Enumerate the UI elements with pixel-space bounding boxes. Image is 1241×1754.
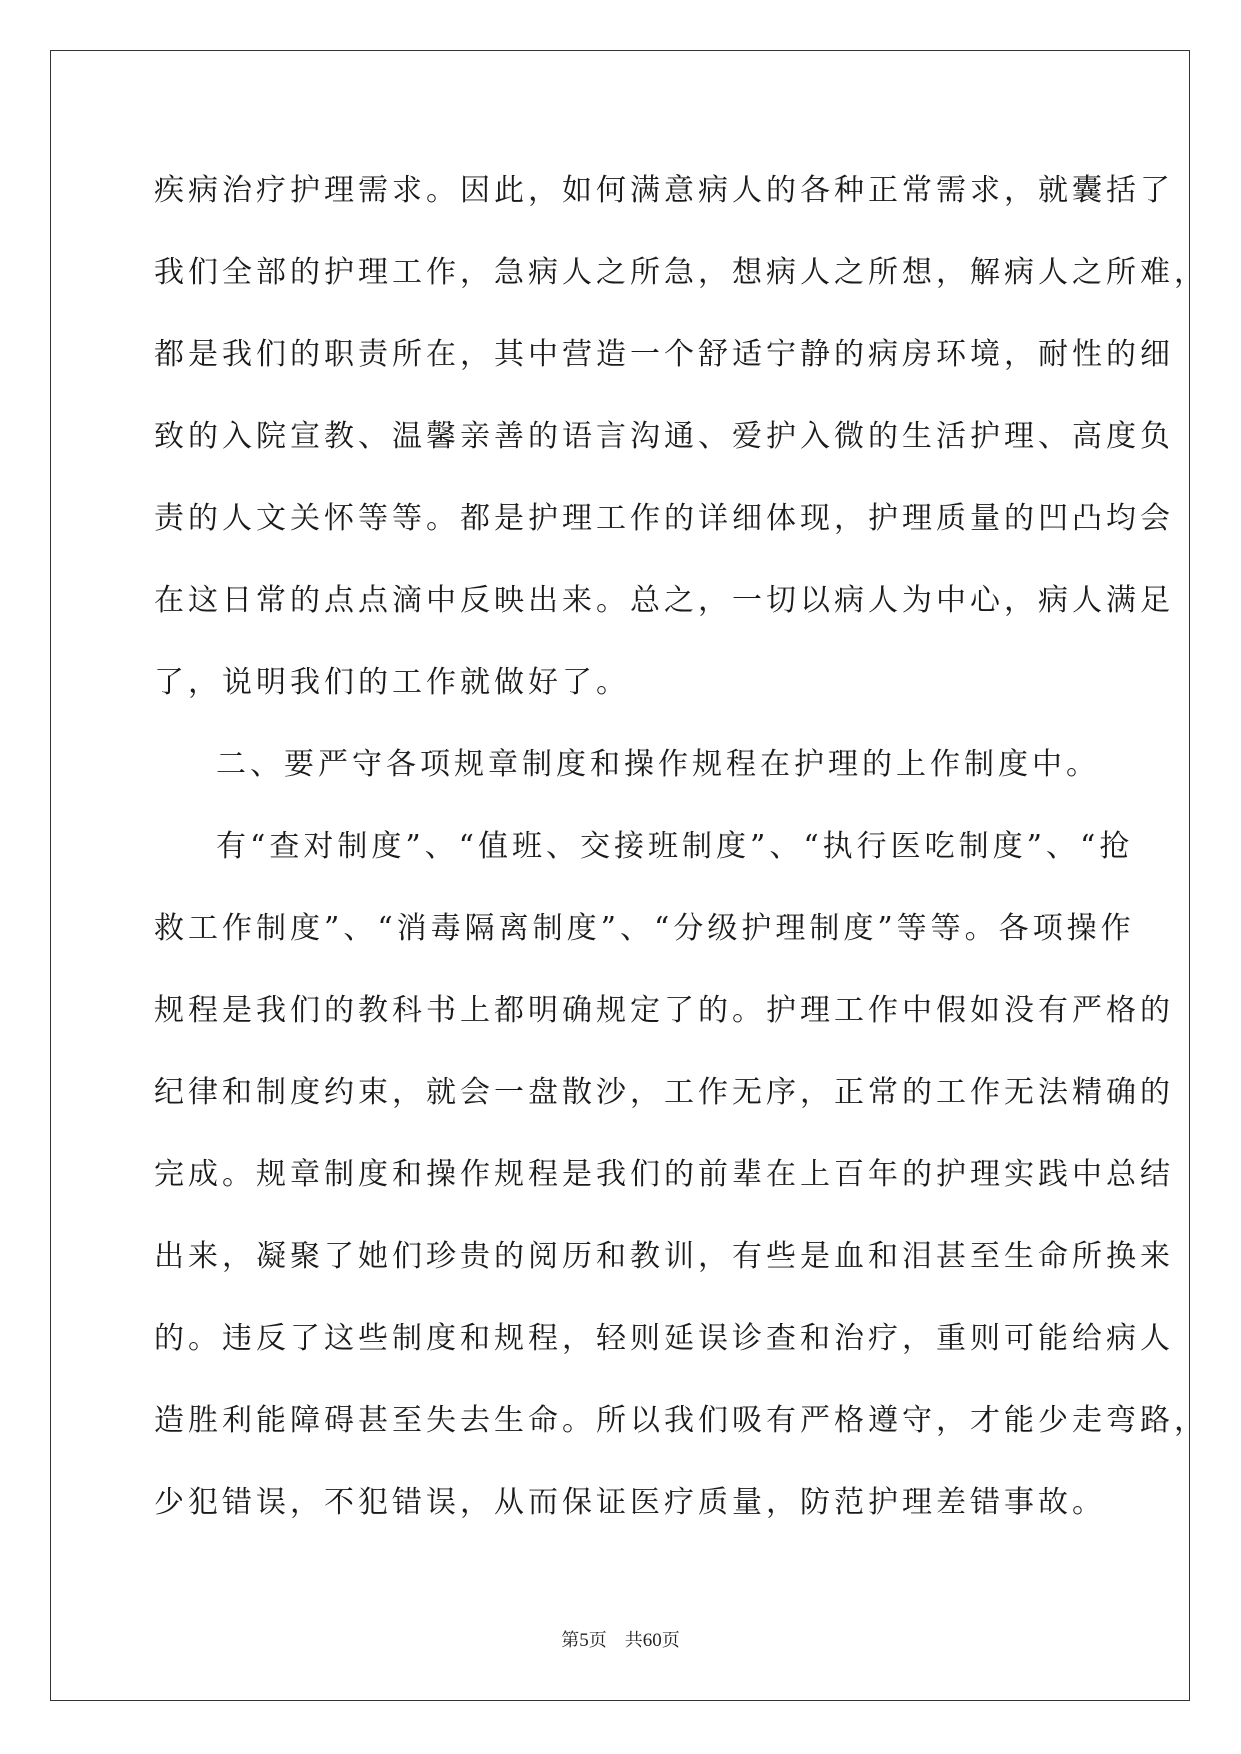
text-line: 致的入院宣教、温馨亲善的语言沟通、爱护入微的生活护理、高度负	[154, 419, 1174, 454]
text-line: 都是我们的职责所在，其中营造一个舒适宁静的病房环境，耐性的细	[154, 337, 1174, 372]
section-heading: 二、要严守各项规章制度和操作规程在护理的上作制度中。	[216, 747, 1100, 782]
text-line: 了，说明我们的工作就做好了。	[154, 665, 630, 700]
text-line: 完成。规章制度和操作规程是我们的前辈在上百年的护理实践中总结	[154, 1157, 1174, 1192]
page-suffix: 页	[588, 1630, 607, 1651]
text-line: 少犯错误，不犯错误，从而保证医疗质量，防范护理差错事故。	[154, 1485, 1106, 1520]
text-line: 在这日常的点点滴中反映出来。总之，一切以病人为中心，病人满足	[154, 583, 1174, 618]
text-line: 我们全部的护理工作，急病人之所急，想病人之所想，解病人之所难，	[154, 255, 1208, 290]
document-body	[154, 150, 1208, 1544]
text-line: 有“查对制度”、“值班、交接班制度”、“执行医吃制度”、“抢	[216, 829, 1134, 864]
text-line: 造胜利能障碍甚至失去生命。所以我们吸有严格遵守，才能少走弯路，	[154, 1403, 1208, 1438]
text-line: 的。违反了这些制度和规程，轻则延误诊查和治疗，重则可能给病人	[154, 1321, 1174, 1356]
text-line: 纪律和制度约束，就会一盘散沙，工作无序，正常的工作无法精确的	[154, 1075, 1174, 1110]
total-suffix: 页	[661, 1630, 680, 1651]
text-line: 规程是我们的教科书上都明确规定了的。护理工作中假如没有严格的	[154, 993, 1174, 1028]
page-prefix: 第	[561, 1630, 580, 1651]
text-line: 责的人文关怀等等。都是护理工作的详细体现，护理质量的凹凸均会	[154, 501, 1174, 536]
text-line: 出来，凝聚了她们珍贵的阅历和教训，有些是血和泪甚至生命所换来	[154, 1239, 1174, 1274]
text-line: 疾病治疗护理需求。因此，如何满意病人的各种正常需求，就囊括了	[154, 173, 1174, 208]
total-prefix: 共	[624, 1630, 643, 1651]
page-number: 5	[579, 1630, 589, 1651]
total-pages: 60	[642, 1630, 662, 1651]
page-footer	[0, 1626, 1241, 1652]
text-line: 救工作制度”、“消毒隔离制度”、“分级护理制度”等等。各项操作	[154, 911, 1135, 946]
